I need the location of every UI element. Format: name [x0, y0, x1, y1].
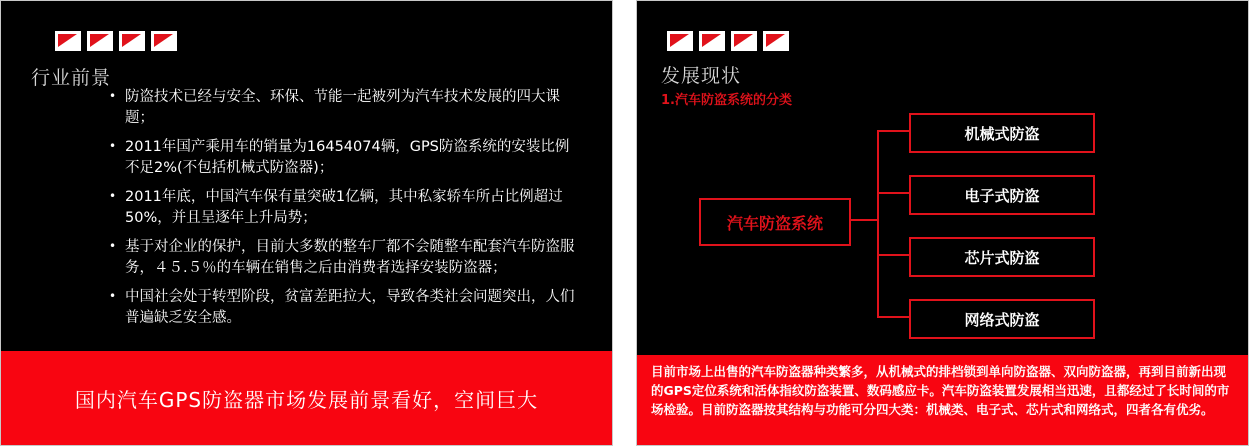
connector-line	[877, 130, 909, 132]
classification-diagram	[637, 105, 1249, 345]
diagram-node-leaf[interactable]: 网络式防盗	[909, 299, 1095, 339]
bullet-marker-icon: •	[109, 289, 117, 304]
list-item	[109, 287, 579, 329]
list-item-text: 中国社会处于转型阶段，贫富差距拉大，导致各类社会问题突出，人们普遍缺乏安全感。	[125, 289, 575, 327]
conclusion-banner	[637, 355, 1248, 445]
connector-line	[877, 316, 909, 318]
list-item-text: 2011年国产乘用车的销量为16454074辆，GPS防盗系统的安装比例不足2%(不包括机械式防盗器)；	[125, 139, 570, 177]
flag-icon	[699, 31, 725, 51]
connector-line	[877, 131, 879, 317]
flag-icon	[119, 31, 145, 51]
list-item	[109, 87, 579, 129]
page-title: 行业前景	[31, 67, 112, 89]
conclusion-banner	[1, 351, 612, 445]
flag-icon	[55, 31, 81, 51]
bullet-marker-icon: •	[109, 139, 117, 154]
list-item	[109, 137, 579, 179]
bullet-list	[109, 87, 579, 337]
list-item-text: 基于对企业的保护，目前大多数的整车厂都不会随整车配套汽车防盗服务，４５.５％的车辆在销售之后由消费者选择安装防盗器；	[125, 239, 575, 277]
flag-icon	[731, 31, 757, 51]
slide-industry-outlook[interactable]	[0, 0, 613, 446]
slide-current-status[interactable]	[636, 0, 1249, 446]
diagram-node-leaf[interactable]: 电子式防盗	[909, 175, 1095, 215]
conclusion-banner-text: 国内汽车GPS防盗器市场发展前景看好，空间巨大	[74, 387, 539, 412]
list-item-text: 防盗技术已经与安全、环保、节能一起被列为汽车技术发展的四大课题；	[125, 89, 560, 127]
connector-line	[877, 192, 909, 194]
bullet-marker-icon: •	[109, 239, 117, 254]
connector-line	[847, 219, 877, 221]
list-item	[109, 187, 579, 229]
page-title: 发展现状	[661, 65, 742, 87]
conclusion-banner-text: 目前市场上出售的汽车防盗器种类繁多，从机械式的排档锁到单向防盗器、双向防盗器，再到目前新出现的GPS定位系统和活体指纹防盗装置、数码感应卡。汽车防盗装置发展相当迅速，且都经过了长时间的市场检验。目前防盗器按其结构与功能可分四大类：机械类、电子式、芯片式和网络式，四者各有优劣。	[651, 364, 1230, 417]
list-item-text: 2011年底，中国汽车保有量突破1亿辆，其中私家轿车所占比例超过50%，并且呈逐年上升局势；	[125, 189, 563, 227]
flag-decoration-group	[55, 31, 177, 51]
bullet-marker-icon: •	[109, 189, 117, 204]
bullet-marker-icon: •	[109, 89, 117, 103]
list-item	[109, 237, 579, 279]
connector-line	[877, 254, 909, 256]
flag-icon	[667, 31, 693, 51]
flag-icon	[763, 31, 789, 51]
flag-decoration-group	[667, 31, 789, 51]
diagram-node-leaf[interactable]: 机械式防盗	[909, 113, 1095, 153]
flag-icon	[151, 31, 177, 51]
diagram-node-leaf[interactable]: 芯片式防盗	[909, 237, 1095, 277]
flag-icon	[87, 31, 113, 51]
page-subtitle: 1.汽车防盗系统的分类	[661, 93, 792, 108]
diagram-node-root[interactable]: 汽车防盗系统	[699, 198, 851, 246]
